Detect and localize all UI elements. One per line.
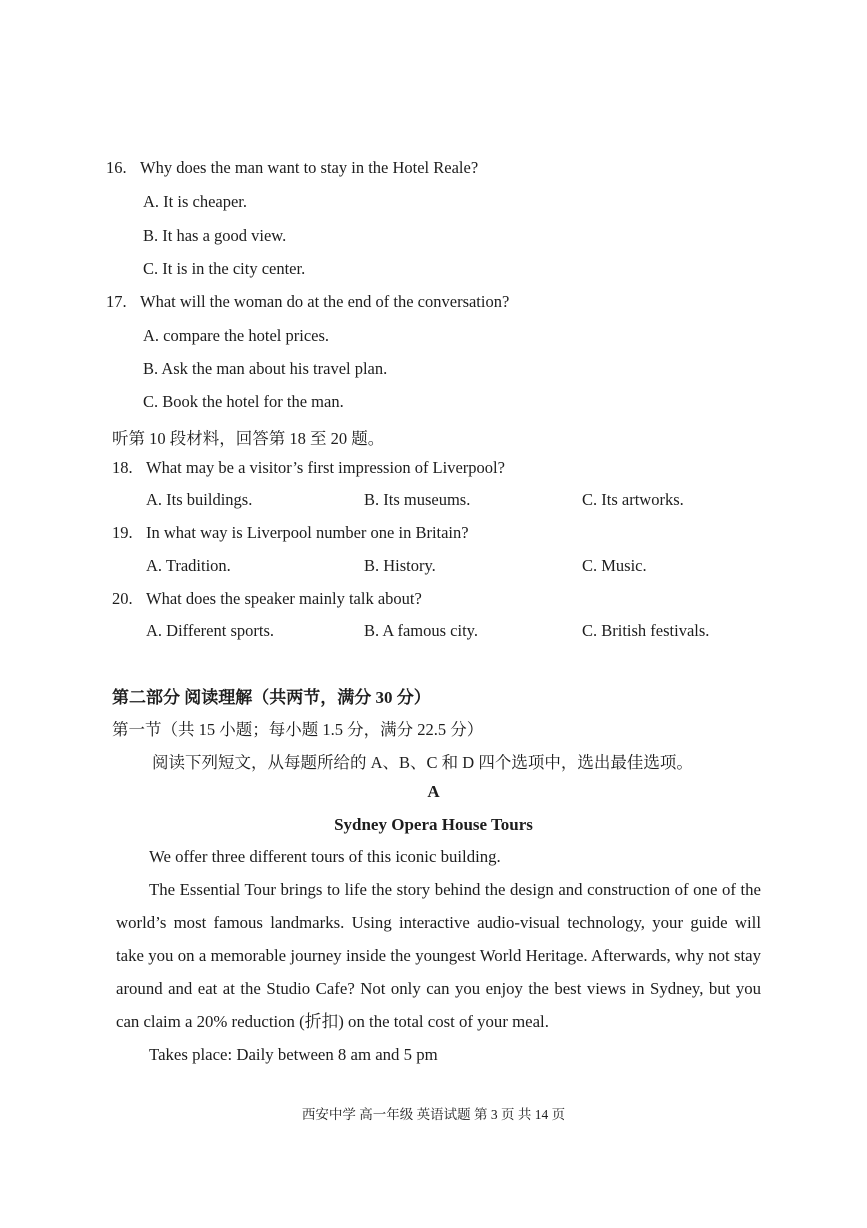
paragraph-3: Takes place: Daily between 8 am and 5 pm <box>149 1045 438 1064</box>
question-number: 18. <box>112 458 133 477</box>
option-a: A. compare the hotel prices. <box>143 326 330 345</box>
option-b: B. Its museums. <box>364 490 471 509</box>
question-text: What may be a visitor’s first impression of Liverpool? <box>146 458 505 477</box>
part-title: 第二部分 阅读理解（共两节，满分 30 分） <box>112 688 431 707</box>
option-b: B. It has a good view. <box>143 226 287 245</box>
option-a: A. Its buildings. <box>146 490 253 509</box>
question-text: In what way is Liverpool number one in Britain? <box>146 523 469 542</box>
question-17 <box>106 292 509 312</box>
reading-instruction: 阅读下列短文，从每题所给的 A、B、C 和 D 四个选项中，选出最佳选项。 <box>152 753 693 772</box>
question-number: 20. <box>112 589 133 608</box>
option-a: A. Tradition. <box>146 556 231 575</box>
listening-instruction: 听第 10 段材料，回答第 18 至 20 题。 <box>112 429 385 448</box>
question-20 <box>112 589 422 609</box>
option-a: A. Different sports. <box>146 621 275 640</box>
passage-letter: A <box>427 782 440 801</box>
question-text: Why does the man want to stay in the Hotel Reale? <box>140 158 479 177</box>
paragraph-2: The Essential Tour brings to life the story behind the design and construction of one of the world’s most famous landmarks. Using interactive audio-visual technology, your guide will take you on a memorable journey inside the youngest World Heritage. Afterwards, why not stay around and eat at the Studio Cafe? Not only can you enjoy the best views in Sydney, but you can claim a 20% reduction (折扣) on the total cost of your meal. <box>116 880 761 1031</box>
option-c: C. Its artworks. <box>582 490 684 509</box>
question-19 <box>112 523 469 543</box>
section-title: 第一节（共 15 小题；每小题 1.5 分，满分 22.5 分） <box>112 720 484 739</box>
option-c: C. British festivals. <box>582 621 710 640</box>
option-b: B. A famous city. <box>364 621 478 640</box>
page-footer: 西安中学 高一年级 英语试题 第 3 页 共 14 页 <box>301 1107 566 1122</box>
passage-title: Sydney Opera House Tours <box>334 815 533 834</box>
paragraph-1: We offer three different tours of this iconic building. <box>149 847 501 866</box>
question-number: 16. <box>106 158 127 177</box>
question-18 <box>112 458 505 478</box>
option-c: C. Book the hotel for the man. <box>143 392 344 411</box>
option-b: B. History. <box>364 556 436 575</box>
question-16 <box>106 158 478 178</box>
question-number: 19. <box>112 523 133 542</box>
option-a: A. It is cheaper. <box>143 192 248 211</box>
question-text: What will the woman do at the end of the conversation? <box>140 292 510 311</box>
option-c: C. Music. <box>582 556 647 575</box>
question-text: What does the speaker mainly talk about? <box>146 589 422 608</box>
question-number: 17. <box>106 292 127 311</box>
passage-body <box>116 840 761 1071</box>
option-c: C. It is in the city center. <box>143 259 306 278</box>
option-b: B. Ask the man about his travel plan. <box>143 359 388 378</box>
